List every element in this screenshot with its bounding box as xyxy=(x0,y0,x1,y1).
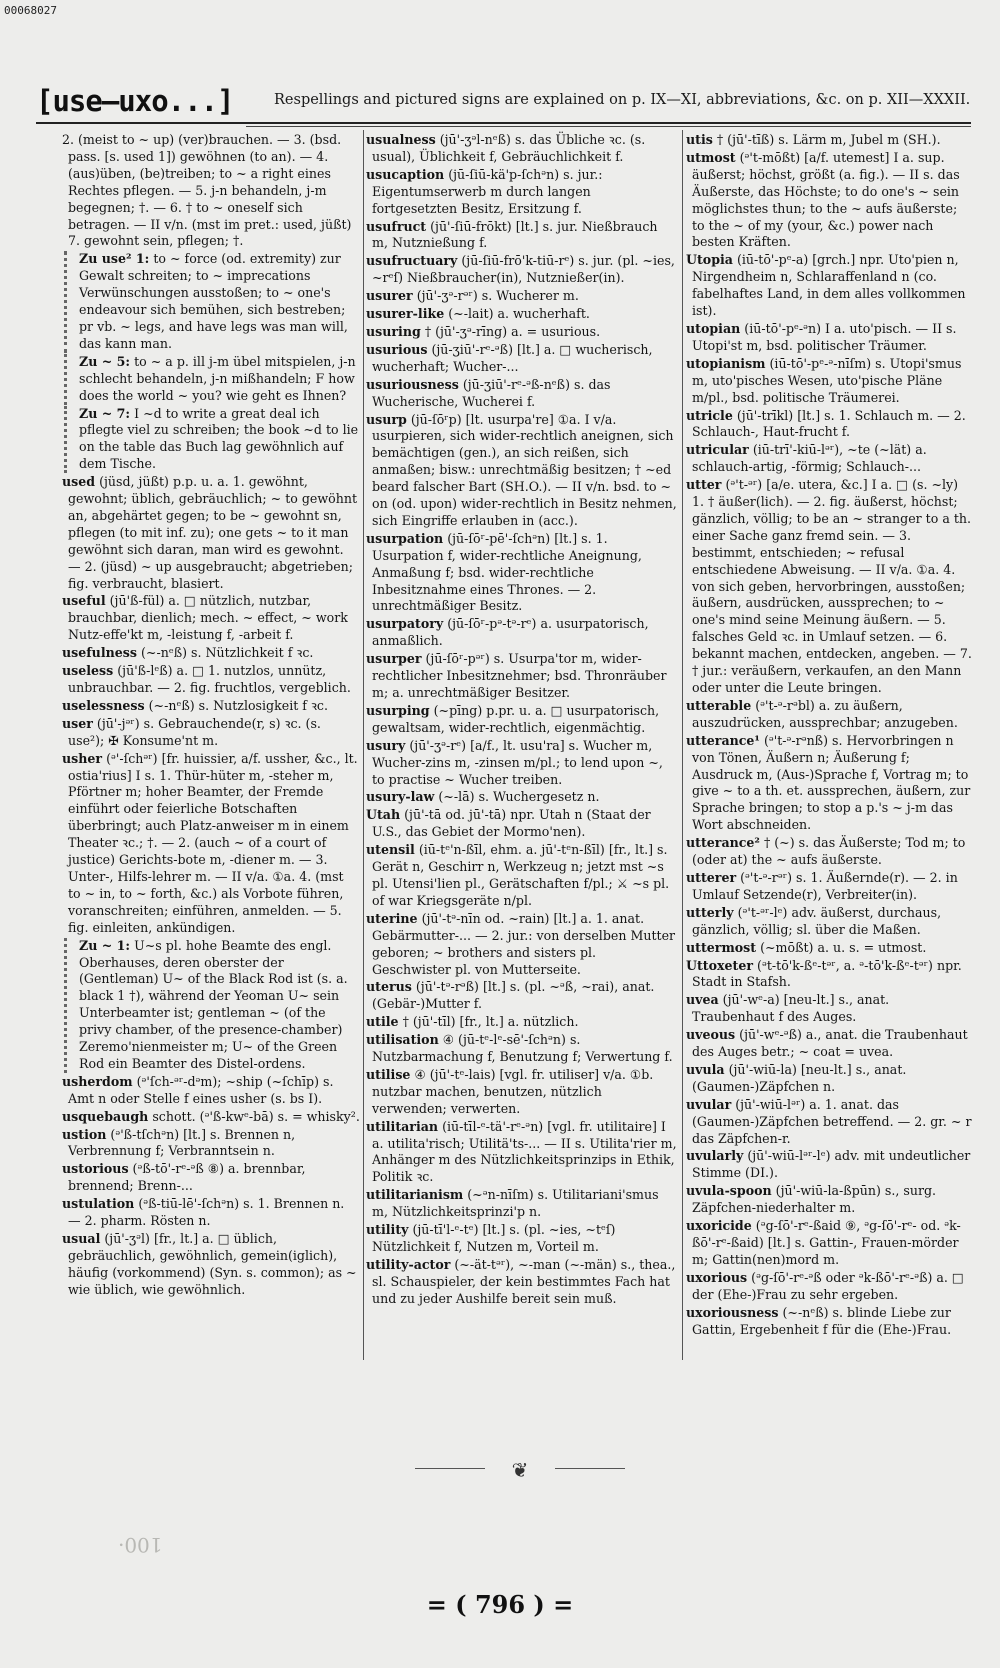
entry-headword: useless xyxy=(62,663,114,679)
dictionary-entry xyxy=(686,321,973,355)
entry-definition: (~-lā) s. Wuchergesetz n. xyxy=(438,789,600,805)
dictionary-entry xyxy=(366,1222,677,1256)
dictionary-entry xyxy=(686,1183,973,1217)
dictionary-entry xyxy=(366,1014,677,1031)
entry-headword: uselessness xyxy=(62,697,145,713)
dictionary-entry xyxy=(366,342,677,376)
entry-definition: U~s pl. hohe Beamte des engl. Oberhauses, deren oberster der (Gentleman) U~ of the Black Rod ist (s. a. black 1 †), während der Yeoman U~ sein Unterbeamter ist; gentleman ~ (of the privy chamber, of the presence-chamber) Zeremo'nienmeister m; U~ of the Green Rod ein Beamter des Distel-ordens. xyxy=(79,937,348,1071)
entry-headword: uvula xyxy=(686,1061,725,1077)
entry-definition: (ᵊ't-ᵊʳ) [a/e. utera, &c.] I a. □ (s. ~ly) 1. † äußer(lich). — 2. fig. äußerst, höchst; gänzlich, völlig; to be an ~ stranger to a th. einer Sache ganz fremd sein. — 3. bestimmt, entschieden; ~ refusal entschiedene Abweisung. — II v/a. ①a. 4. von sich geben, hervorbringen, ausstoßen; äußern, ausdrücken, aussprechen; to ~ one's mind seine Meinung äußern. — 5. falsches Geld ꝛc. in Umlauf setzen. — 6. bekannt machen, entdecken, angeben. — 7. † jur.: veräußern, verkaufen, an den Mann oder unter die Leute bringen. xyxy=(692,477,972,695)
entry-headword: Zu ~ 5: xyxy=(79,353,131,369)
dictionary-entry xyxy=(686,442,973,476)
entry-definition: to ~ a p. ill j-m übel mitspielen, j-n schlecht behandeln, j-n mißhandeln; F how does the world ~ you? wie geht es Ihnen? xyxy=(79,353,356,403)
dictionary-entry xyxy=(62,1127,360,1161)
header-note: Respellings and pictured signs are explained on p. IX—XI, abbreviations, &c. on p. XII—XXXII. xyxy=(274,92,971,108)
entry-definition: (jū-ſōʳ-pᵊʳ) s. Usurpa'tor m, wider-rechtlicher Inbesitznehmer; bsd. Thronräuber m; a. unrechtmäßiger Besitzer. xyxy=(372,651,667,700)
dictionary-entry xyxy=(366,738,677,789)
dictionary-entry xyxy=(62,1231,360,1299)
entry-definition: (~-nᵉß) s. blinde Liebe zur Gattin, Ergebenheit f für die (Ehe-)Frau. xyxy=(692,1304,952,1337)
dictionary-entry xyxy=(366,1119,677,1187)
dictionary-entry xyxy=(686,132,973,149)
entry-definition: (ᵊ't-ᵊ-rᵊʳ) s. 1. Äußernde(r). — 2. in Umlauf Setzende(r), Verbreiter(in). xyxy=(692,869,958,902)
entry-headword: utensil xyxy=(366,842,415,858)
entry-headword: uttermost xyxy=(686,939,757,955)
entry-definition: (~pīng) p.pr. u. a. □ usurpatorisch, gewaltsam, wider-rechtlich, eigenmächtig. xyxy=(372,702,660,735)
entry-headword: Uttoxeter xyxy=(686,957,754,973)
dictionary-entry xyxy=(366,651,677,702)
entry-headword: utopianism xyxy=(686,355,766,371)
entry-definition: (ᵊß-tiū-lē'-ſchᵊn) s. 1. Brennen n. — 2. pharm. Rösten n. xyxy=(68,1196,345,1229)
entry-headword: Utopia xyxy=(686,252,733,268)
entry-definition: (ᵊ'ſch-ᵊʳ-dᵊm); ~ship (~ſchīp) s. Amt n oder Stelle f eines usher (s. bs I). xyxy=(68,1073,334,1106)
entry-definition: (jū-ſiū-kä'p-ſchᵊn) s. jur.: Eigentumserwerb m durch langen fortgesetzten Besitz, Ersitzung f. xyxy=(372,166,603,216)
entry-definition: (jū'ß-lᵉß) a. □ 1. nutzlos, unnütz, unbrauchbar. — 2. fig. fruchtlos, vergeblich. xyxy=(68,663,351,695)
entry-headword: usurpatory xyxy=(366,616,444,632)
column-2 xyxy=(366,132,677,1306)
dictionary-entry xyxy=(366,1032,677,1066)
dictionary-entry xyxy=(366,842,677,910)
entry-definition: (jū'-wiū-la-ßpūn) s., surg. Zäpfchen-niederhalter m. xyxy=(692,1183,937,1216)
entry-definition: (ᵊ'-ſchᵊʳ) [fr. huissier, a/f. ussher, &c., lt. ostia'rius] I s. 1. Thür-hüter m, -steher m, Pförtner m; hoher Beamter, der Fremde einführt oder feierliche Botschaften überbringt; auch Platz-anweiser m in einem Theater ꝛc.; †. — 2. (auch ~ of a court of justice) Gerichts-bote m, -diener m. — 3. Unter-, Hilfs-lehrer m. — II v/a. ①a. 4. (mst to ~ in, to ~ forth, &c.) als Vorbote führen, voranschreiten; einführen, anmelden. — 5. fig. einleiten, ankündigen. xyxy=(68,750,358,935)
dictionary-entry xyxy=(686,1270,973,1304)
header-keyword: [use—uxo...] xyxy=(36,84,234,118)
entry-definition: (jū-ʒiū'-rᵉ-ᵊß) [lt.] a. □ wucherisch, wucherhaft; Wucher-... xyxy=(372,341,653,374)
page-number: = ( 796 ) = xyxy=(426,1590,574,1619)
dictionary-entry xyxy=(62,1074,360,1108)
dictionary-entry xyxy=(366,306,677,323)
dictionary-entry xyxy=(686,958,973,992)
dictionary-entry xyxy=(686,992,973,1026)
dictionary-entry xyxy=(366,531,677,616)
dictionary-entry xyxy=(366,288,677,305)
entry-definition: (~-nᵉß) s. Nutzlosigkeit f ꝛc. xyxy=(148,697,328,713)
entry-headword: Zu use² 1: xyxy=(79,251,150,267)
column-divider xyxy=(682,130,683,1360)
dictionary-entry xyxy=(686,870,973,904)
dictionary-entry xyxy=(366,1067,677,1118)
entry-definition: schott. (ᵊ'ß-kwᵉ-bā) s. = whisky². xyxy=(152,1108,360,1124)
entry-definition: 2. (meist to ~ up) (ver)brauchen. — 3. (bsd. pass. [s. used 1]) gewöhnen (to an). — 4. (aus)üben, (be)treiben; to ~ a right eines Rechtes pflegen. — 5. j-n behandeln, j-m begegnen; †. — 6. † to ~ oneself sich betragen. — II v/n. (mst im pret.: used, jüßt) 7. gewohnt sein, pflegen; †. xyxy=(62,132,352,249)
entry-definition: (jū'-tā od. jū'-tā) npr. Utah n (Staat der U.S., das Gebiet der Mormo'nen). xyxy=(372,807,651,840)
entry-definition: (ᵊt-tō'k-ßᵉ-tᵊʳ, a. ᵊ-tō'k-ßᵉ-tᵊʳ) npr. Stadt in Stafsh. xyxy=(692,957,962,990)
entry-definition: † (jū'-ʒᵊ-rīng) a. = usurious. xyxy=(424,323,601,339)
entry-headword: usury xyxy=(366,737,406,753)
entry-definition: (~-lait) a. wucherhaft. xyxy=(448,306,590,322)
dictionary-entry xyxy=(62,663,360,697)
entry-headword: usurping xyxy=(366,702,430,718)
entry-definition: (iū-tō'-pᵉ-ᵊ-nīſm) s. Utopi'smus m, uto'pisches Wesen, uto'pische Pläne m/pl., bsd. politische Träumerei. xyxy=(692,355,962,405)
dictionary-entry xyxy=(62,716,360,750)
entry-definition: (ᵊ'ß-tſchᵊn) [lt.] s. Brennen n, Verbrennung f; Verbranntsein n. xyxy=(68,1126,296,1159)
entry-headword: utterable xyxy=(686,697,752,713)
dictionary-entry xyxy=(686,1097,973,1148)
entry-definition: ④ (jū'-tᵉ-lais) [vgl. fr. utiliser] v/a. ①b. nutzbar machen, benutzen, nützlich verwenden; verwerten. xyxy=(372,1066,654,1116)
entry-definition: (jū'-wiū-la) [neu-lt.] s., anat. (Gaumen-)Zäpfchen n. xyxy=(692,1061,907,1094)
entry-headword: Utah xyxy=(366,807,401,823)
entry-headword: uvularly xyxy=(686,1148,744,1164)
entry-headword: ustion xyxy=(62,1126,107,1142)
entry-definition: (jū'-ſiū-frōkt) [lt.] s. jur. Nießbrauch m, Nutznießung f. xyxy=(372,218,658,251)
dictionary-entry xyxy=(366,167,677,218)
dictionary-entry xyxy=(64,251,360,352)
entry-headword: utility-actor xyxy=(366,1256,451,1272)
entry-headword: utterly xyxy=(686,904,734,920)
column-3 xyxy=(686,132,973,1337)
entry-definition: (jū-ſōʳp) [lt. usurpa're] ①a. I v/a. usurpieren, sich wider-rechtlich aneignen, sich bemächtigen (gen.), an sich reißen, sich anmaßen; bisw.: unrechtmäßig besitzen; † ~ed beard falscher Bart (SH.O.). — II v/n. bsd. to ~ on (od. upon) wider-rechtlich in Besitz nehmen, sich Eingriffe erlauben in (acc.). xyxy=(372,411,677,528)
entry-definition: (jū'-wiū-lᵊʳ) a. 1. anat. das (Gaumen-)Zäpfchen betreffend. — 2. gr. ~ r das Zäpfchen-r. xyxy=(692,1096,972,1146)
entry-headword: used xyxy=(62,474,96,490)
dictionary-entry xyxy=(62,698,360,715)
dictionary-entry xyxy=(62,1196,360,1230)
entry-headword: usuriousness xyxy=(366,376,459,392)
header-rule-thin xyxy=(246,126,971,127)
page-header xyxy=(36,84,971,124)
entry-headword: uvular xyxy=(686,1096,732,1112)
entry-headword: ustorious xyxy=(62,1161,129,1177)
dictionary-entry xyxy=(64,406,360,474)
entry-definition: (jū'-tᵊ-nīn od. ~rain) [lt.] a. 1. anat. Gebärmutter-... — 2. jur.: von derselben Mutter geboren; ~ brothers and sisters pl. Geschwister pl. von Mutterseite. xyxy=(372,910,676,977)
dictionary-entry xyxy=(686,1062,973,1096)
dictionary-entry xyxy=(366,979,677,1013)
entry-headword: utilitarian xyxy=(366,1118,439,1134)
entry-headword: utilisation xyxy=(366,1032,439,1048)
entry-headword: usurious xyxy=(366,341,428,357)
dictionary-entry xyxy=(366,807,677,841)
entry-headword: uvula-spoon xyxy=(686,1183,772,1199)
entry-definition: (~mōßt) a. u. s. = utmost. xyxy=(760,939,927,955)
dictionary-entry xyxy=(686,940,973,957)
entry-definition: (ᵊ't-ᵊʳ-lᵉ) adv. äußerst, durchaus, gänzlich, völlig; sl. über die Maßen. xyxy=(692,904,942,937)
entry-headword: utmost xyxy=(686,149,736,165)
entry-headword: utopian xyxy=(686,320,741,336)
entry-definition: (jū'-ʒᵊl-nᵉß) s. das Übliche ꝛc. (s. usual), Üblichkeit f, Gebräuchlichkeit f. xyxy=(372,132,646,164)
dictionary-entry xyxy=(686,408,973,442)
entry-headword: utilise xyxy=(366,1066,411,1082)
entry-definition: (jū-tī'l-ᵉ-tᵉ) [lt.] s. (pl. ~ies, ~tᵉſ) Nützlichkeit f, Nutzen m, Vorteil m. xyxy=(372,1222,616,1254)
entry-headword: usufructuary xyxy=(366,253,458,269)
dictionary-entry xyxy=(686,252,973,320)
entry-headword: usurpation xyxy=(366,530,444,546)
dictionary-entry xyxy=(62,645,360,662)
dictionary-entry xyxy=(366,1257,677,1308)
entry-definition: (ᵊg-ſō'-rᵉ-ᵊß oder ᵊk-ßō'-rᵉ-ᵊß) a. □ der (Ehe-)Frau zu sehr ergeben. xyxy=(692,1269,964,1302)
entry-definition: † (~) s. das Äußerste; Tod m; to (oder at) the ~ aufs äußerste. xyxy=(692,835,966,868)
entry-definition: ④ (jū-tᵉ-lᵉ-sē'-ſchᵊn) s. Nutzbarmachung f, Benutzung f; Verwertung f. xyxy=(372,1032,673,1065)
entry-headword: usuring xyxy=(366,323,421,339)
entry-definition: (ᵊß-tō'-rᵉ-ᵊß ⑧) a. brennbar, brennend; Brenn-... xyxy=(68,1161,306,1194)
entry-definition: † (jū'-tīß) s. Lärm m, Jubel m (SH.). xyxy=(716,132,941,147)
entry-headword: utricle xyxy=(686,407,733,423)
entry-definition: (iū-tō'-pᵉ-ᵊn) I a. uto'pisch. — II s. Utopi'st m, bsd. politischer Träumer. xyxy=(692,320,957,353)
entry-headword: user xyxy=(62,715,93,731)
dictionary-entry xyxy=(366,703,677,737)
dictionary-entry xyxy=(686,905,973,939)
entry-definition: (jū'-trīkl) [lt.] s. 1. Schlauch m. — 2. Schlauch-, Haut-frucht f. xyxy=(692,407,966,440)
entry-headword: uvea xyxy=(686,992,719,1008)
dictionary-entry xyxy=(366,377,677,411)
entry-definition: (~-ät-tᵊʳ), ~-man (~-män) s., thea., sl. Schauspieler, der kein bestimmtes Fach hat und zu jeder Aushilfe bereit sein muß. xyxy=(372,1256,676,1306)
entry-definition: to ~ force (od. extremity) zur Gewalt schreiten; to ~ imprecations Verwünschungen ausstoßen; to ~ one's endeavour sich bemühen, sich bestreben; pr vb. ~ legs, and have legs was man will, das kann man. xyxy=(79,251,348,351)
dictionary-entry xyxy=(366,253,677,287)
dictionary-entry xyxy=(64,938,360,1073)
entry-definition: (jū-ʒiū'-rᵉ-ᵊß-nᵉß) s. das Wucherische, Wucherei f. xyxy=(372,376,611,409)
dictionary-entry xyxy=(62,132,360,250)
entry-definition: (jüsd, jüßt) p.p. u. a. 1. gewöhnt, gewohnt; üblich, gebräuchlich; ~ to gewöhnt an, abgehärtet gegen; to be ~ gewohnt sn, pflegen (to mit inf. zu); one gets ~ to it man gewöhnt sich daran, man wird es gewohnt. — 2. (jüsd) ~ up ausgebraucht; abgetrieben; fig. verbraucht, blasiert. xyxy=(68,474,358,591)
entry-headword: utterer xyxy=(686,869,737,885)
dictionary-entry xyxy=(62,593,360,644)
entry-definition: (ᵊ't-ᵊ-rᵊnß) s. Hervorbringen n von Tönen, Äußern n; Äußerung f; Ausdruck m, (Aus-)Sprache f, Vortrag m; to give ~ to a th. et. aussprechen, äußern, zur Sprache bringen; to stop a p.'s ~ j-m das Wort abschneiden. xyxy=(692,732,971,833)
entry-headword: uxoriousness xyxy=(686,1304,779,1320)
entry-headword: usucaption xyxy=(366,166,445,182)
dictionary-entry xyxy=(366,1187,677,1221)
dictionary-entry xyxy=(62,474,360,592)
entry-headword: utile xyxy=(366,1014,399,1030)
entry-headword: usurp xyxy=(366,411,407,427)
entry-headword: useful xyxy=(62,593,106,609)
entry-definition: (ᵊ't-ᵊ-rᵊbl) a. zu äußern, auszudrücken, aussprechbar; anzugeben. xyxy=(692,697,958,730)
scan-id: 00068027 xyxy=(4,4,57,17)
entry-headword: usherdom xyxy=(62,1073,133,1089)
entry-definition: (jū'-ʒᵊ-rᵊʳ) s. Wucherer m. xyxy=(416,288,579,304)
entry-headword: utterance¹ xyxy=(686,732,760,748)
dictionary-entry xyxy=(686,1027,973,1061)
entry-definition: (iū-tō'-pᵉ-a) [grch.] npr. Uto'pien n, Nirgendheim n, Schlaraffenland n (co. fabelhaftes Land, in dem alles vollkommen ist). xyxy=(692,252,966,319)
entry-headword: usurer-like xyxy=(366,306,445,322)
dictionary-entry xyxy=(366,911,677,979)
entry-headword: uterine xyxy=(366,910,418,926)
dictionary-entry xyxy=(686,733,973,834)
entry-headword: uxoricide xyxy=(686,1218,752,1234)
dictionary-entry xyxy=(366,324,677,341)
entry-definition: † (jū'-tīl) [fr., lt.] a. nützlich. xyxy=(402,1014,579,1030)
entry-headword: usquebaugh xyxy=(62,1108,149,1124)
dictionary-entry xyxy=(686,698,973,732)
dictionary-entry xyxy=(686,150,973,251)
entry-definition: (jū'-ʒᵊ-rᵉ) [a/f., lt. usu'ra] s. Wucher m, Wucher-zins m, -zinsen m/pl.; to lend upon ~, to practise ~ Wucher treiben. xyxy=(372,737,663,787)
bleed-through-text: 100· xyxy=(118,1533,163,1557)
entry-definition: (~-nᵉß) s. Nützlichkeit f ꝛc. xyxy=(140,645,314,661)
entry-headword: utter xyxy=(686,477,722,493)
entry-definition: (jū'-tᵊ-rᵊß) [lt.] s. (pl. ~ᵊß, ~rai), anat. (Gebär-)Mutter f. xyxy=(372,979,655,1012)
entry-definition: I ~d to write a great deal ich pflegte viel zu schreiben; the book ~d to lie on the table das Buch lag gewöhnlich auf dem Tische. xyxy=(79,405,359,472)
entry-headword: uxorious xyxy=(686,1269,748,1285)
entry-definition: (jū'-jᵊʳ) s. Gebrauchende(r, s) ꝛc. (s. use²); ✠ Konsume'nt m. xyxy=(68,715,321,748)
end-ornament: ❦ xyxy=(415,1458,625,1478)
entry-definition: (iū-tᵉ'n-ßīl, ehm. a. jū'-tᵉn-ßīl) [fr., lt.] s. Gerät n, Geschirr n, Werkzeug n; jetzt mst ~s pl. Utensi'lien pl., Gerätschaften f/pl.; ⚔ ~s pl. of war Kriegsgeräte n/pl. xyxy=(372,842,670,908)
entry-headword: usury-law xyxy=(366,789,435,805)
entry-headword: usual xyxy=(62,1231,101,1246)
dictionary-entry xyxy=(366,132,677,166)
dictionary-entry xyxy=(62,1161,360,1195)
dictionary-entry xyxy=(64,354,360,405)
dictionary-entry xyxy=(686,1148,973,1182)
entry-headword: ustulation xyxy=(62,1196,135,1212)
entry-headword: usurer xyxy=(366,288,413,304)
entry-definition: (iū-tīl-ᵉ-tä'-rᵉ-ᵊn) [vgl. fr. utilitaire] I a. utilita'risch; Utilitä'ts-... — II s. Utilita'rier m, Anhänger m des Nützlichkeitsprinzips in Ethik, Politik ꝛc. xyxy=(372,1118,677,1185)
column-divider xyxy=(363,130,364,1360)
entry-definition: (ᵊg-ſō'-rᵉ-ßaid ⑨, ᵊg-ſō'-rᵉ- od. ᵊk-ßō'-rᵉ-ßaid) [lt.] s. Gattin-, Frauen-mörder m; Gattin(nen)mord m. xyxy=(692,1218,961,1267)
entry-headword: usurper xyxy=(366,651,422,667)
entry-headword: uterus xyxy=(366,979,412,995)
dictionary-entry xyxy=(686,1305,973,1339)
entry-headword: utricular xyxy=(686,442,749,458)
entry-definition: (jū'ß-fül) a. □ nützlich, nutzbar, brauchbar, dienlich; mech. ~ effect, ~ work Nutz-effe'kt m, -leistung f, -arbeit f. xyxy=(68,593,348,643)
column-1 xyxy=(62,132,360,1297)
dictionary-entry xyxy=(366,616,677,650)
entry-definition: (jū-ſiū-frō'k-tiū-rᵉ) s. jur. (pl. ~ies, ~rᵉſ) Nießbraucher(in), Nutznießer(in). xyxy=(372,253,675,286)
dictionary-entry xyxy=(366,789,677,806)
entry-definition: (jū'-wiū-lᵊʳ-lᵉ) adv. mit undeutlicher Stimme (DI.). xyxy=(692,1148,971,1181)
entry-headword: usefulness xyxy=(62,645,137,661)
entry-headword: utis xyxy=(686,132,713,147)
entry-definition: (jū'-wᵉ-ᵊß) a., anat. die Traubenhaut des Auges betr.; ~ coat = uvea. xyxy=(692,1027,968,1060)
dictionary-entry xyxy=(62,751,360,937)
entry-headword: utilitarianism xyxy=(366,1187,464,1203)
entry-definition: (iū-trī'-kiū-lᵊʳ), ~te (~lät) a. schlauch-artig, -förmig; Schlauch-... xyxy=(692,442,927,475)
entry-headword: Zu ~ 1: xyxy=(79,937,131,953)
dictionary-entry xyxy=(686,477,973,697)
entry-definition: (~ᵊn-nīſm) s. Utilitariani'smus m, Nützlichkeitsprinzi'p n. xyxy=(372,1187,659,1220)
dictionary-entry xyxy=(366,219,677,253)
entry-headword: usher xyxy=(62,750,103,766)
header-rule xyxy=(36,122,971,124)
dictionary-entry xyxy=(366,412,677,530)
dictionary-entry xyxy=(62,1109,360,1126)
entry-headword: usualness xyxy=(366,132,436,147)
entry-headword: Zu ~ 7: xyxy=(79,405,131,421)
entry-definition: (jū'-wᵉ-a) [neu-lt.] s., anat. Traubenhaut f des Auges. xyxy=(692,992,890,1025)
entry-definition: (jū-ſōʳ-pē'-ſchᵊn) [lt.] s. 1. Usurpation f, wider-rechtliche Aneignung, Anmaßung f; bsd. wider-rechtliche Inbesitznahme eines Thrones. — 2. unrechtmäßiger Besitz. xyxy=(372,530,642,614)
entry-definition: (jū'-ʒᵊl) [fr., lt.] a. □ üblich, gebräuchlich, gewöhnlich, gemein(iglich), häufig (vorkommend) (Syn. s. common); as ~ wie üblich, wie gewöhnlich. xyxy=(68,1231,357,1297)
entry-definition: (jū-ſōʳ-pᵊ-tᵊ-rᵉ) a. usurpatorisch, anmaßlich. xyxy=(372,616,649,649)
entry-headword: usufruct xyxy=(366,218,427,234)
dictionary-entry xyxy=(686,356,973,407)
entry-headword: uveous xyxy=(686,1027,736,1043)
dictionary-entry xyxy=(686,1218,973,1269)
dictionary-entry xyxy=(686,835,973,869)
entry-headword: utterance² xyxy=(686,835,760,851)
entry-definition: (ᵊ't-mōßt) [a/f. utemest] I a. sup. äußerst; höchst, größt (a. fig.). — II s. das Äußerste, das Höchste; to do one's ~ sein möglichstes thun; to the ~ aufs äußerste; to the ~ of my (your, &c.) power nach besten Kräften. xyxy=(692,149,960,250)
entry-headword: utility xyxy=(366,1222,409,1238)
